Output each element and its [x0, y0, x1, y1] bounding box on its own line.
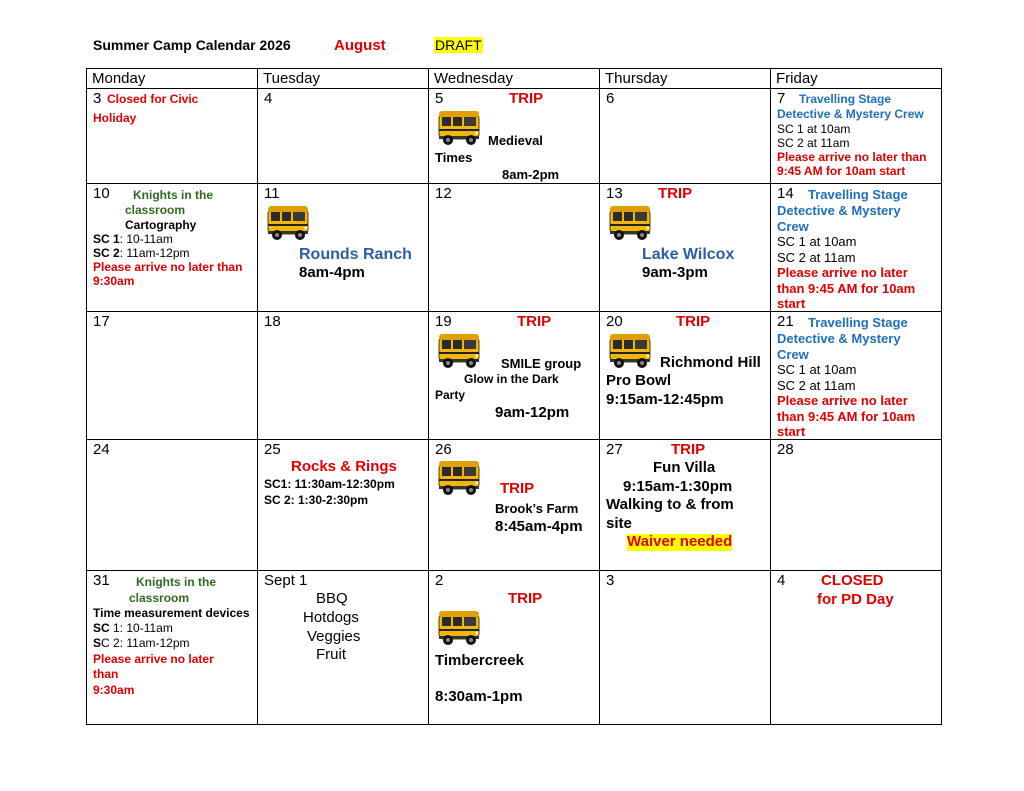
weekday-header-row [87, 69, 942, 89]
session-text: SC 1 at 10am [777, 362, 857, 377]
weekday-tuesday: Tuesday [258, 69, 429, 89]
day-number: 12 [435, 185, 452, 202]
event-text: Travelling Stage [799, 92, 892, 106]
session-text: SC 2: 11am-12pm [93, 636, 190, 650]
school-bus-icon [436, 332, 482, 370]
day-number: 11 [264, 185, 280, 202]
session-text: SC 2: 1:30-2:30pm [264, 493, 369, 507]
trip-label: TRIP [500, 480, 535, 497]
weekday-monday: Monday [87, 69, 258, 89]
event-title: Rocks & Rings [291, 458, 397, 475]
arrival-note: than 9:45 AM for 10am [777, 409, 916, 424]
day-cell [600, 312, 771, 440]
day-number: 5 [435, 90, 444, 107]
week-row [87, 89, 942, 184]
calendar-grid [86, 68, 942, 725]
week-row [87, 312, 942, 440]
day-number: 4 [777, 572, 786, 589]
event-text: Detective & Mystery [777, 203, 901, 218]
event-text: Crew [777, 347, 809, 362]
day-number: 10 [93, 185, 110, 202]
trip-destination: Rounds Ranch [299, 246, 412, 263]
trip-label: TRIP [676, 313, 711, 330]
event-time: 8:30am-1pm [435, 688, 523, 705]
event-time: 9am-3pm [642, 264, 708, 281]
day-number: 27 [606, 441, 623, 458]
arrival-note: 9:30am [93, 274, 135, 288]
event-time: 8:45am-4pm [495, 518, 583, 535]
menu-item: Hotdogs [303, 609, 359, 626]
week-row [87, 440, 942, 571]
arrival-note: 9:30am [93, 683, 135, 697]
school-bus-icon [436, 459, 482, 497]
day-cell [771, 89, 942, 184]
event-text: SMILE group [501, 356, 582, 371]
day-cell [429, 89, 600, 184]
event-text: Crew [777, 219, 809, 234]
event-text: Closed for Civic [107, 92, 199, 106]
weekday-thursday: Thursday [600, 69, 771, 89]
session-text: SC 2 at 11am [777, 136, 850, 150]
week-row [87, 571, 942, 725]
trip-destination: Brook’s Farm [495, 501, 579, 516]
weekday-friday: Friday [771, 69, 942, 89]
school-bus-icon [265, 204, 311, 242]
day-cell [600, 440, 771, 571]
waiver-note: Waiver needed [627, 533, 733, 550]
arrival-note: than 9:45 AM for 10am [777, 281, 916, 296]
event-text: Travelling Stage [808, 187, 908, 202]
arrival-note: Please arrive no later [777, 265, 908, 280]
event-time: 8am-4pm [299, 264, 365, 281]
day-number: 3 [93, 90, 102, 107]
session-text: SC 2 at 11am [777, 250, 856, 265]
day-cell [87, 184, 258, 312]
day-cell [429, 440, 600, 571]
closure-notice: for PD Day [817, 591, 894, 608]
day-cell [87, 571, 258, 725]
arrival-note: start [777, 296, 806, 311]
day-cell [87, 440, 258, 571]
day-cell [771, 184, 942, 312]
draft-badge: DRAFT [435, 37, 482, 53]
trip-destination: Lake Wilcox [642, 246, 735, 263]
arrival-note: start [777, 424, 806, 439]
arrival-note: Please arrive no later than [93, 260, 243, 274]
day-cell [258, 571, 429, 725]
day-number: 26 [435, 441, 452, 458]
day-number: 18 [264, 313, 281, 330]
day-number: 24 [93, 441, 110, 458]
arrival-note: Please arrive no later [777, 393, 908, 408]
day-number: 4 [264, 90, 273, 107]
day-cell [258, 89, 429, 184]
trip-label: TRIP [508, 590, 543, 607]
event-time: 9:15am-1:30pm [623, 478, 733, 495]
trip-label: TRIP [658, 185, 693, 202]
day-number: 2 [435, 572, 444, 589]
weekday-wednesday: Wednesday [429, 69, 600, 89]
event-text: Party [435, 388, 466, 402]
day-cell [258, 312, 429, 440]
event-text: classroom [129, 591, 190, 605]
day-cell [429, 571, 600, 725]
menu-item: Fruit [316, 646, 346, 663]
arrival-note: than [93, 667, 119, 681]
arrival-note: Please arrive no later [93, 652, 214, 666]
arrival-note: Please arrive no later than [777, 150, 927, 164]
menu-item: Veggies [307, 628, 361, 645]
menu-item: BBQ [316, 590, 348, 607]
school-bus-icon [607, 204, 653, 242]
day-cell [771, 440, 942, 571]
day-number: 14 [777, 185, 794, 202]
closure-notice: CLOSED [821, 572, 884, 589]
event-time: 8am-2pm [502, 167, 560, 182]
day-number: Sept 1 [264, 572, 308, 589]
day-number: 21 [777, 313, 794, 330]
event-text: Detective & Mystery [777, 331, 901, 346]
trip-label: TRIP [671, 441, 706, 458]
day-cell [771, 312, 942, 440]
day-number: 28 [777, 441, 794, 458]
event-text: classroom [125, 203, 186, 217]
event-time: 9:15am-12:45pm [606, 391, 724, 408]
arrival-note: 9:45 AM for 10am start [777, 164, 906, 178]
session-text: SC 1 at 10am [777, 122, 851, 136]
event-text: Knights in the [133, 188, 213, 202]
day-cell [258, 184, 429, 312]
event-time: 9am-12pm [495, 404, 570, 421]
trip-label: TRIP [509, 90, 544, 107]
event-text: Walking to & from [606, 496, 734, 513]
trip-destination: Timbercreek [435, 652, 524, 669]
event-text: Holiday [93, 111, 137, 125]
day-cell [258, 440, 429, 571]
calendar-title: Summer Camp Calendar 2026 [93, 37, 291, 53]
day-number: 6 [606, 90, 615, 107]
day-cell [429, 312, 600, 440]
session-text: SC 1: 10-11am [93, 621, 173, 635]
day-number: 7 [777, 90, 786, 107]
session-text: SC 2 at 11am [777, 378, 856, 393]
day-number: 17 [93, 313, 110, 330]
session-text: SC 1: 10-11am [93, 232, 173, 246]
event-text: Times [435, 150, 473, 165]
event-text: Travelling Stage [808, 315, 908, 330]
day-cell [771, 571, 942, 725]
day-number: 20 [606, 313, 623, 330]
day-number: 19 [435, 313, 452, 330]
month-label: August [334, 37, 386, 54]
day-cell [600, 89, 771, 184]
day-cell [429, 184, 600, 312]
event-text: Medieval [488, 133, 543, 148]
event-text: Detective & Mystery Crew [777, 107, 924, 121]
trip-destination: Pro Bowl [606, 372, 672, 389]
event-text: Time measurement devices [93, 606, 250, 620]
day-cell [87, 312, 258, 440]
session-text: SC 2: 11am-12pm [93, 246, 190, 260]
event-text: Glow in the Dark [464, 372, 559, 386]
day-number: 25 [264, 441, 281, 458]
school-bus-icon [436, 609, 482, 647]
event-text: Cartography [125, 218, 197, 232]
trip-label: TRIP [517, 313, 552, 330]
day-number: 31 [93, 572, 110, 589]
event-text: site [606, 515, 632, 532]
day-cell [600, 571, 771, 725]
session-text: SC 1 at 10am [777, 234, 857, 249]
day-number: 3 [606, 572, 615, 589]
day-cell [600, 184, 771, 312]
week-row [87, 184, 942, 312]
trip-destination: Fun Villa [653, 459, 716, 476]
event-text: Knights in the [136, 575, 216, 589]
trip-destination: Richmond Hill [660, 354, 761, 371]
school-bus-icon [607, 332, 653, 370]
session-text: SC1: 11:30am-12:30pm [264, 477, 395, 491]
day-number: 13 [606, 185, 623, 202]
school-bus-icon [436, 109, 482, 147]
day-cell [87, 89, 258, 184]
